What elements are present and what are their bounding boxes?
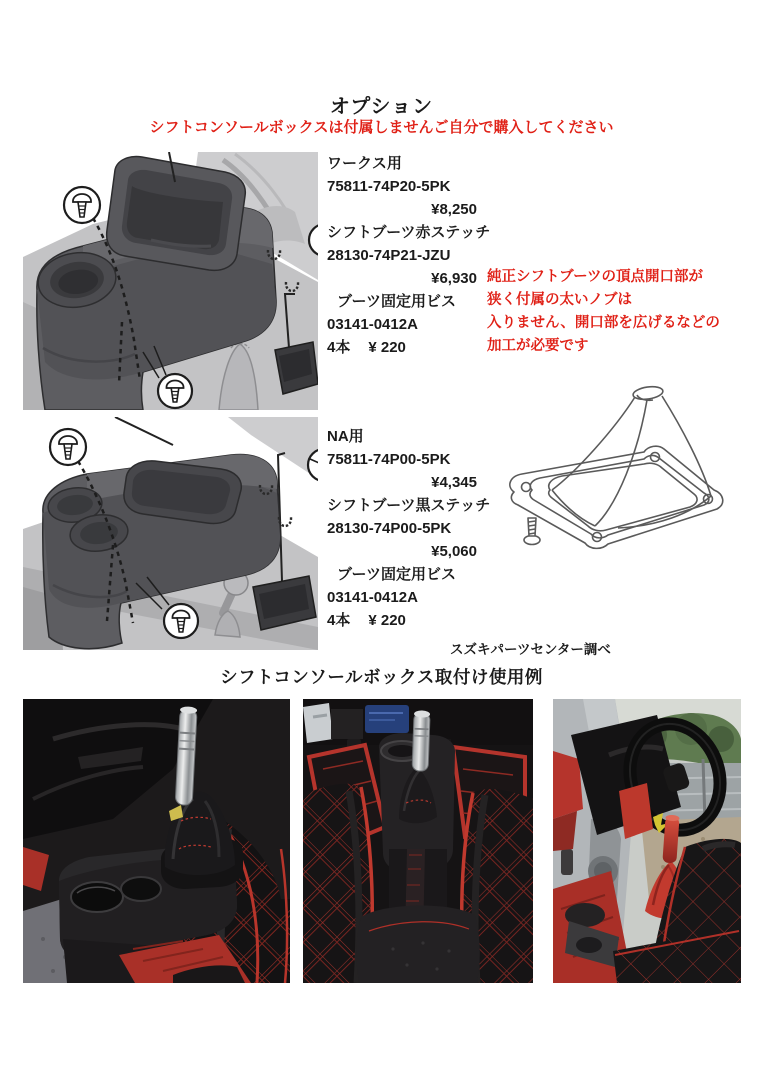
screw-qty: 4本 xyxy=(327,339,351,356)
console-price: ¥8,250 xyxy=(431,201,477,218)
screw-name: ブーツ固定用ビス xyxy=(337,566,456,583)
na-console-figure xyxy=(23,417,318,650)
shift-boot-figure xyxy=(498,372,742,578)
console-part-number: 75811-74P00-5PK xyxy=(327,451,451,468)
warning-text: シフトコンソールボックスは付属しませんご自分で購入してください xyxy=(149,119,614,136)
shift-boot-drawing xyxy=(498,372,742,578)
screw-price: ¥ 220 xyxy=(368,612,406,629)
photo-console-rear-view xyxy=(303,699,533,983)
boot-price: ¥6,930 xyxy=(431,270,477,287)
boot-part-number: 28130-74P00-5PK xyxy=(327,520,452,537)
screw-name: ブーツ固定用ビス xyxy=(337,293,456,310)
screw-callout-icon xyxy=(64,187,100,223)
na-parts-list xyxy=(327,425,491,632)
screw-callout-icon xyxy=(50,429,86,465)
photo-door-open-view-image xyxy=(553,699,741,983)
boot-name: シフトブーツ赤ステッチ xyxy=(327,224,491,241)
photo-console-rear-view-image xyxy=(303,699,533,983)
console-price: ¥4,345 xyxy=(431,474,477,491)
screw-callout-icon xyxy=(158,374,192,408)
photo-door-open-view xyxy=(553,699,741,983)
na-console-drawing xyxy=(23,417,318,650)
note-line: 加工が必要です xyxy=(487,338,589,354)
usage-label: NA用 xyxy=(327,428,364,445)
screw-part-number: 03141-0412A xyxy=(327,589,418,606)
boot-part-number: 28130-74P21-JZU xyxy=(327,247,451,264)
photo-console-front-view xyxy=(23,699,290,983)
screw-price: ¥ 220 xyxy=(368,339,406,356)
examples-title: シフトコンソールボックス取付け使用例 xyxy=(220,667,543,687)
note-line: 純正シフトブーツの頂点開口部が xyxy=(487,269,704,285)
note-line: 入りません、開口部を広げるなどの xyxy=(487,315,720,331)
works-parts-list xyxy=(327,152,491,359)
screw-qty-price xyxy=(327,336,477,359)
screw-qty: 4本 xyxy=(327,612,351,629)
page-title: オプション xyxy=(329,96,434,118)
works-console-figure xyxy=(23,152,318,410)
console-part-number: 75811-74P20-5PK xyxy=(327,178,451,195)
usage-label: ワークス用 xyxy=(327,155,402,172)
screw-callout-icon xyxy=(164,604,198,638)
works-console-drawing xyxy=(23,152,318,410)
boot-name: シフトブーツ黒ステッチ xyxy=(327,497,491,514)
example-photos xyxy=(0,699,763,983)
boot-modification-note xyxy=(487,266,747,358)
boot-price: ¥5,060 xyxy=(431,543,477,560)
screw-part-number: 03141-0412A xyxy=(327,316,418,333)
source-note: スズキパーツセンター調べ xyxy=(450,642,611,657)
note-line: 狭く付属の太いノブは xyxy=(487,292,632,308)
photo-console-front-view-image xyxy=(23,699,290,983)
screw-qty-price xyxy=(327,609,477,632)
